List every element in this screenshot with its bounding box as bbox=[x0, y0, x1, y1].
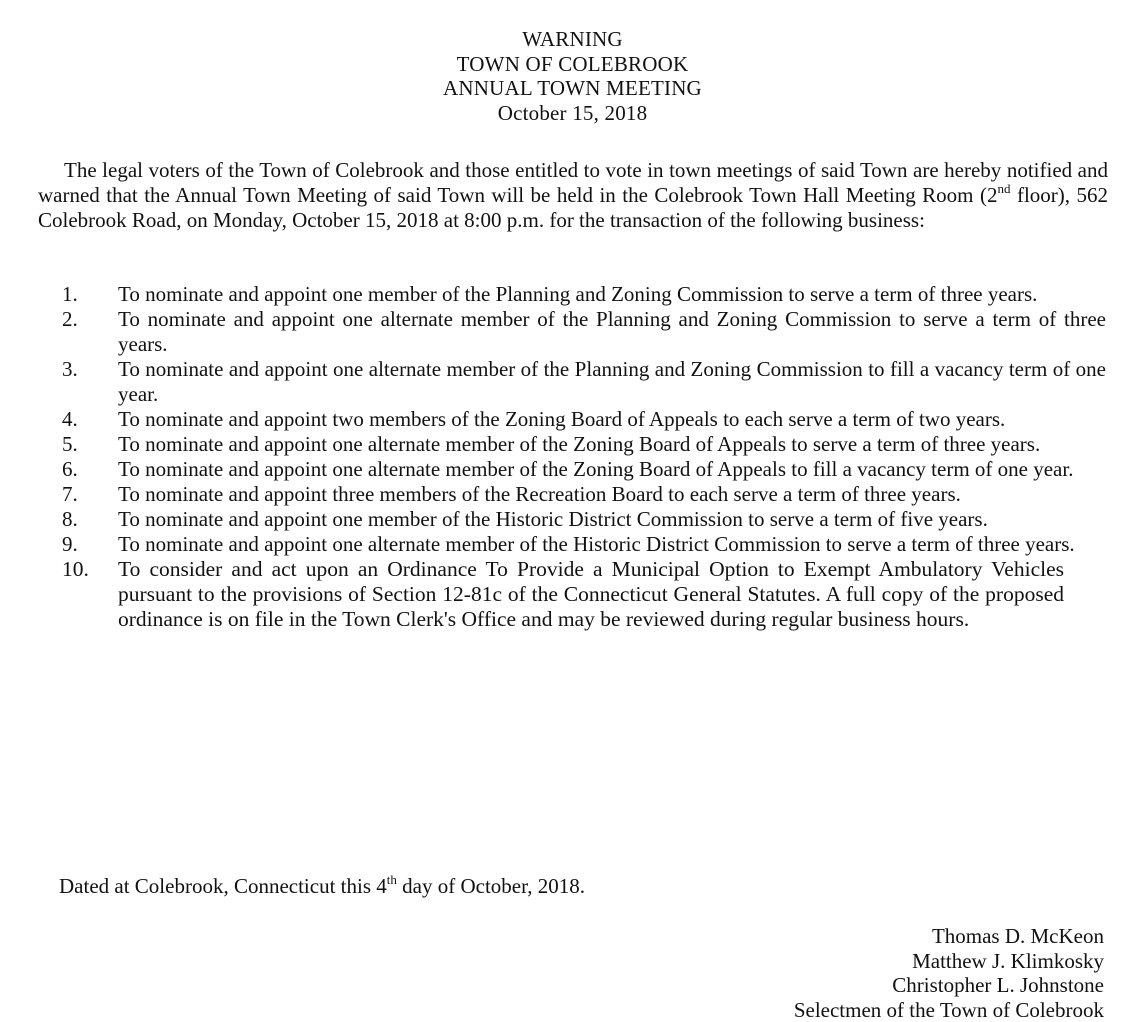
agenda-item-number: 10. bbox=[62, 557, 98, 582]
intro-text-part2: floor), 562 Colebrook Road, on Monday, October 15, 2018 at 8:00 p.m. for the transaction of the following business: bbox=[38, 183, 1108, 232]
agenda-item-10 bbox=[0, 557, 1064, 632]
agenda-item-number: 9. bbox=[62, 532, 98, 557]
agenda-item-number: 5. bbox=[62, 432, 98, 457]
agenda-item-text: To nominate and appoint one alternate member of the Historic District Commission to serve a term of three years. bbox=[118, 532, 1075, 556]
agenda-item-number: 8. bbox=[62, 507, 98, 532]
header-town: TOWN OF COLEBROOK bbox=[0, 52, 1121, 77]
agenda-item-text: To nominate and appoint three members of the Recreation Board to each serve a term of three years. bbox=[118, 482, 961, 506]
dated-line bbox=[59, 874, 585, 899]
dated-superscript: th bbox=[387, 872, 397, 887]
agenda-item-number: 2. bbox=[62, 307, 98, 332]
agenda-item-number: 1. bbox=[62, 282, 98, 307]
intro-superscript: nd bbox=[997, 181, 1010, 196]
agenda-item-text: To nominate and appoint one alternate member of the Planning and Zoning Commission to serve a term of three years. bbox=[118, 307, 1106, 356]
header-meeting-title: ANNUAL TOWN MEETING bbox=[0, 76, 1121, 101]
agenda-item-2 bbox=[0, 307, 1106, 357]
agenda-item-text: To nominate and appoint one alternate member of the Planning and Zoning Commission to fill a vacancy term of one year. bbox=[118, 357, 1106, 406]
agenda-item-text: To nominate and appoint one alternate member of the Zoning Board of Appeals to serve a term of three years. bbox=[118, 432, 1040, 456]
agenda-item-7 bbox=[0, 482, 1106, 507]
signatory-name-2: Matthew J. Klimkosky bbox=[794, 949, 1104, 974]
signatory-name-1: Thomas D. McKeon bbox=[794, 924, 1104, 949]
agenda-item-number: 4. bbox=[62, 407, 98, 432]
agenda-item-4 bbox=[0, 407, 1106, 432]
agenda-item-9 bbox=[0, 532, 1106, 557]
agenda-item-text: To nominate and appoint one alternate member of the Zoning Board of Appeals to fill a vacancy term of one year. bbox=[118, 457, 1073, 481]
intro-text-part1: The legal voters of the Town of Colebrook and those entitled to vote in town meetings of said Town are hereby notified and warned that the Annual Town Meeting of said Town will be held in the Colebrook Town Hall Meeting Room (2 bbox=[38, 158, 1108, 207]
agenda-item-number: 6. bbox=[62, 457, 98, 482]
signatory-title: Selectmen of the Town of Colebrook bbox=[794, 998, 1104, 1022]
agenda-item-text: To nominate and appoint one member of the Historic District Commission to serve a term of five years. bbox=[118, 507, 988, 531]
agenda-item-number: 7. bbox=[62, 482, 98, 507]
header-warning: WARNING bbox=[0, 27, 1121, 52]
agenda-item-number: 3. bbox=[62, 357, 98, 382]
signatory-name-3: Christopher L. Johnstone bbox=[794, 973, 1104, 998]
signature-block bbox=[794, 924, 1104, 1022]
document-header bbox=[0, 27, 1121, 125]
agenda-item-5 bbox=[0, 432, 1106, 457]
agenda-item-text: To nominate and appoint one member of the Planning and Zoning Commission to serve a term of three years. bbox=[118, 282, 1037, 306]
agenda-item-6 bbox=[0, 457, 1106, 482]
agenda-item-text: To consider and act upon an Ordinance To Provide a Municipal Option to Exempt Ambulatory Vehicles pursuant to the provisions of Section 12-81c of the Connecticut General Statutes. A full copy of the proposed ordinance is on file in the Town Clerk's Office and may be reviewed during regular business hours. bbox=[118, 557, 1064, 631]
intro-paragraph bbox=[38, 158, 1108, 233]
dated-text-part1: Dated at Colebrook, Connecticut this 4 bbox=[59, 874, 387, 898]
agenda-item-8 bbox=[0, 507, 1106, 532]
agenda-item-text: To nominate and appoint two members of the Zoning Board of Appeals to each serve a term of two years. bbox=[118, 407, 1005, 431]
agenda-item-3 bbox=[0, 357, 1106, 407]
dated-text-part2: day of October, 2018. bbox=[397, 874, 585, 898]
agenda-list bbox=[0, 282, 1121, 632]
header-date: October 15, 2018 bbox=[0, 101, 1121, 126]
agenda-item-1 bbox=[0, 282, 1106, 307]
